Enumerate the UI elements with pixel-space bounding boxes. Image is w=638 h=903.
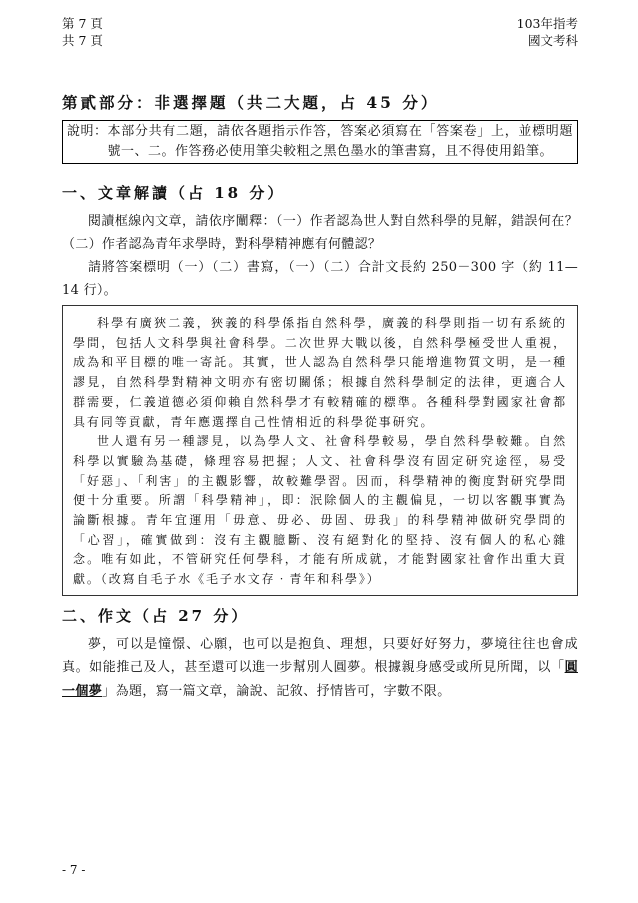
essay-title: 圓一個夢: [62, 660, 578, 699]
instructions-box: [62, 120, 578, 164]
instructions-label: 說明：: [67, 124, 108, 139]
header-page-info: [62, 15, 103, 49]
header-exam-info: [517, 15, 578, 49]
question2-prompt-after: 」為題，寫一篇文章，論說、記敘、抒情皆可，字數不限。: [102, 683, 451, 699]
question1-instructions: [62, 210, 578, 302]
passage-paragraph-1: 科學有廣狹二義，狹義的科學係指自然科學，廣義的科學則指一切有系統的學問，包括人文科學與社會科學。二次世界大戰以後，自然科學極受世人重視，成為和平目標的唯一寄託。其實，世人認為自然科學只能增進物質文明，是一種謬見，自然科學對精神文明亦有密切關係；根據自然科學制定的法律，更適合人群需要，仁義道德必須仰賴自然科學才有較精確的標準。各種科學對國家社會都具有同等貢獻，青年應選擇自己性情相近的科學從事研究。: [73, 316, 567, 429]
question1-prompt: 閱讀框線內文章，請依序闡釋：（一）作者認為世人對自然科學的見解，錯誤何在？（二）作者認為青年求學時，對科學精神應有何體認？: [62, 214, 578, 252]
question2-prompt: [62, 633, 578, 704]
part-title: 第貳部分：非選擇題（共二大題，占 45 分）: [62, 93, 440, 112]
passage-paragraph-2: 世人還有另一種謬見，以為學人文、社會科學較易，學自然科學較難。自然科學以實驗為基礎，條理容易把握；人文、社會科學沒有固定研究途徑，易受「好惡」、「利害」的主觀影響，故較難學習。因而，科學精神的衡度對研究學問便十分重要。所謂「科學精神」，即：泯除個人的主觀偏見，一切以客觀事實為論斷根據。青年宜運用「毋意、毋必、毋固、毋我」的科學精神做研究學問的「心習」，確實做到：沒有主觀臆斷、沒有絕對化的堅持、沒有個人的私心雜念。唯有如此，不管研究任何學科，才能有所成就，才能對國家社會作出重大貢獻。（改寫自毛子水《毛子水文存‧青年和科學》）: [73, 434, 567, 587]
page-header: [62, 15, 578, 49]
page-content: [62, 92, 578, 703]
exam-name: 103年指考: [516, 16, 578, 31]
reading-passage-box: [62, 305, 578, 596]
question1-heading: 一、文章解讀（占 18 分）: [62, 184, 286, 202]
question1-answer-format: 請將答案標明（一）（二）書寫，（一）（二）合計文長約 250－300 字（約 11—14 行）。: [62, 260, 578, 298]
question2-prompt-before: 夢，可以是憧憬、心願，也可以是抱負、理想，只要好好努力，夢境往往也會成真。如能推己及人，甚至還可以進一步幫別人圓夢。根據親身感受或所見所聞，以「: [62, 636, 578, 676]
exam-subject: 國文考科: [527, 33, 578, 48]
page-number: 第 7 頁: [62, 16, 103, 31]
question2-instructions: [62, 633, 578, 704]
question2-heading: 二、作文（占 27 分）: [62, 606, 250, 625]
instructions-text: 本部分共有二題，請依各題指示作答，答案必須寫在「答案卷」上，並標明題號一、二。作答務必使用筆尖較粗之黑色墨水的筆書寫，且不得使用鉛筆。: [107, 124, 573, 159]
page-total: 共 7 頁: [62, 33, 103, 48]
page-footer: - 7 -: [62, 863, 86, 877]
